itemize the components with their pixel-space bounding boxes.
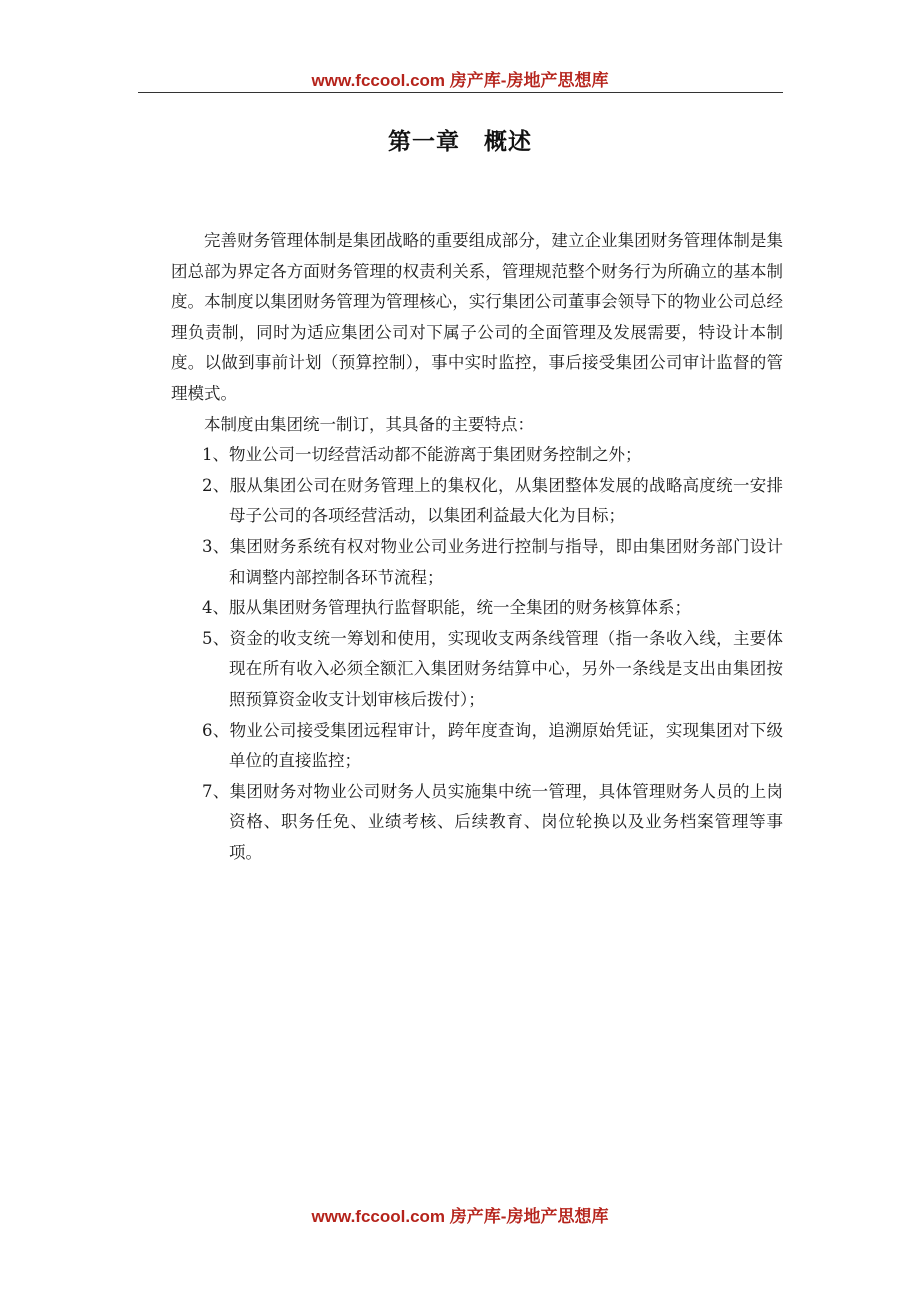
feature-item-5 [171,624,783,716]
footer-site-name: 房产库-房地产思想库 [449,1207,609,1226]
feature-item-7 [171,777,783,869]
header-divider [138,92,783,93]
feature-text: 物业公司接受集团远程审计，跨年度查询，追溯原始凭证，实现集团对下级单位的直接监控； [229,720,784,771]
page-footer [0,1202,920,1227]
chapter-title: 第一章 概述 [388,128,532,155]
header-site-name: 房产库-房地产思想库 [449,71,609,90]
feature-text: 资金的收支统一筹划和使用，实现收支两条线管理（指一条收入线，主要体现在所有收入必须全额汇入集团财务结算中心，另外一条线是支出由集团按照预算资金收支计划审核后拨付）； [229,628,784,709]
feature-item-1 [171,440,783,471]
feature-text: 集团财务对物业公司财务人员实施集中统一管理，具体管理财务人员的上岗资格、职务任免、业绩考核、后续教育、岗位轮换以及业务档案管理等事项。 [229,781,784,862]
feature-number: 1、 [202,445,229,465]
feature-number: 7、 [202,781,230,801]
feature-number: 5、 [202,628,230,648]
feature-number: 2、 [202,475,230,495]
footer-site-link[interactable]: www.fccool.com [311,1207,446,1226]
feature-number: 4、 [202,598,229,618]
feature-number: 3、 [202,536,230,556]
page-header [0,66,920,91]
intro-paragraph: 完善财务管理体制是集团战略的重要组成部分，建立企业集团财务管理体制是集团总部为界定各方面财务管理的权责利关系，管理规范整个财务行为所确立的基本制度。本制度以集团财务管理为管理核心，实行集团公司董事会领导下的物业公司总经理负责制，同时为适应集团公司对下属子公司的全面管理及发展需要，特设计本制度。以做到事前计划（预算控制），事中实时监控，事后接受集团公司审计监督的管理模式。 [171,231,783,403]
feature-text: 服从集团财务管理执行监督职能，统一全集团的财务核算体系； [229,598,691,618]
feature-item-6 [171,716,783,777]
feature-text: 物业公司一切经营活动都不能游离于集团财务控制之外； [229,445,642,465]
feature-text: 服从集团公司在财务管理上的集权化，从集团整体发展的战略高度统一安排母子公司的各项经营活动，以集团利益最大化为目标； [229,475,784,526]
feature-number: 6、 [202,720,230,740]
feature-item-4 [171,593,783,624]
header-site-link[interactable]: www.fccool.com [311,71,446,90]
features-lead-paragraph: 本制度由集团统一制订，其具备的主要特点： [204,414,534,434]
feature-item-3 [171,532,783,593]
document-body [171,226,783,868]
feature-item-2 [171,471,783,532]
feature-text: 集团财务系统有权对物业公司业务进行控制与指导，即由集团财务部门设计和调整内部控制各环节流程； [229,536,784,587]
